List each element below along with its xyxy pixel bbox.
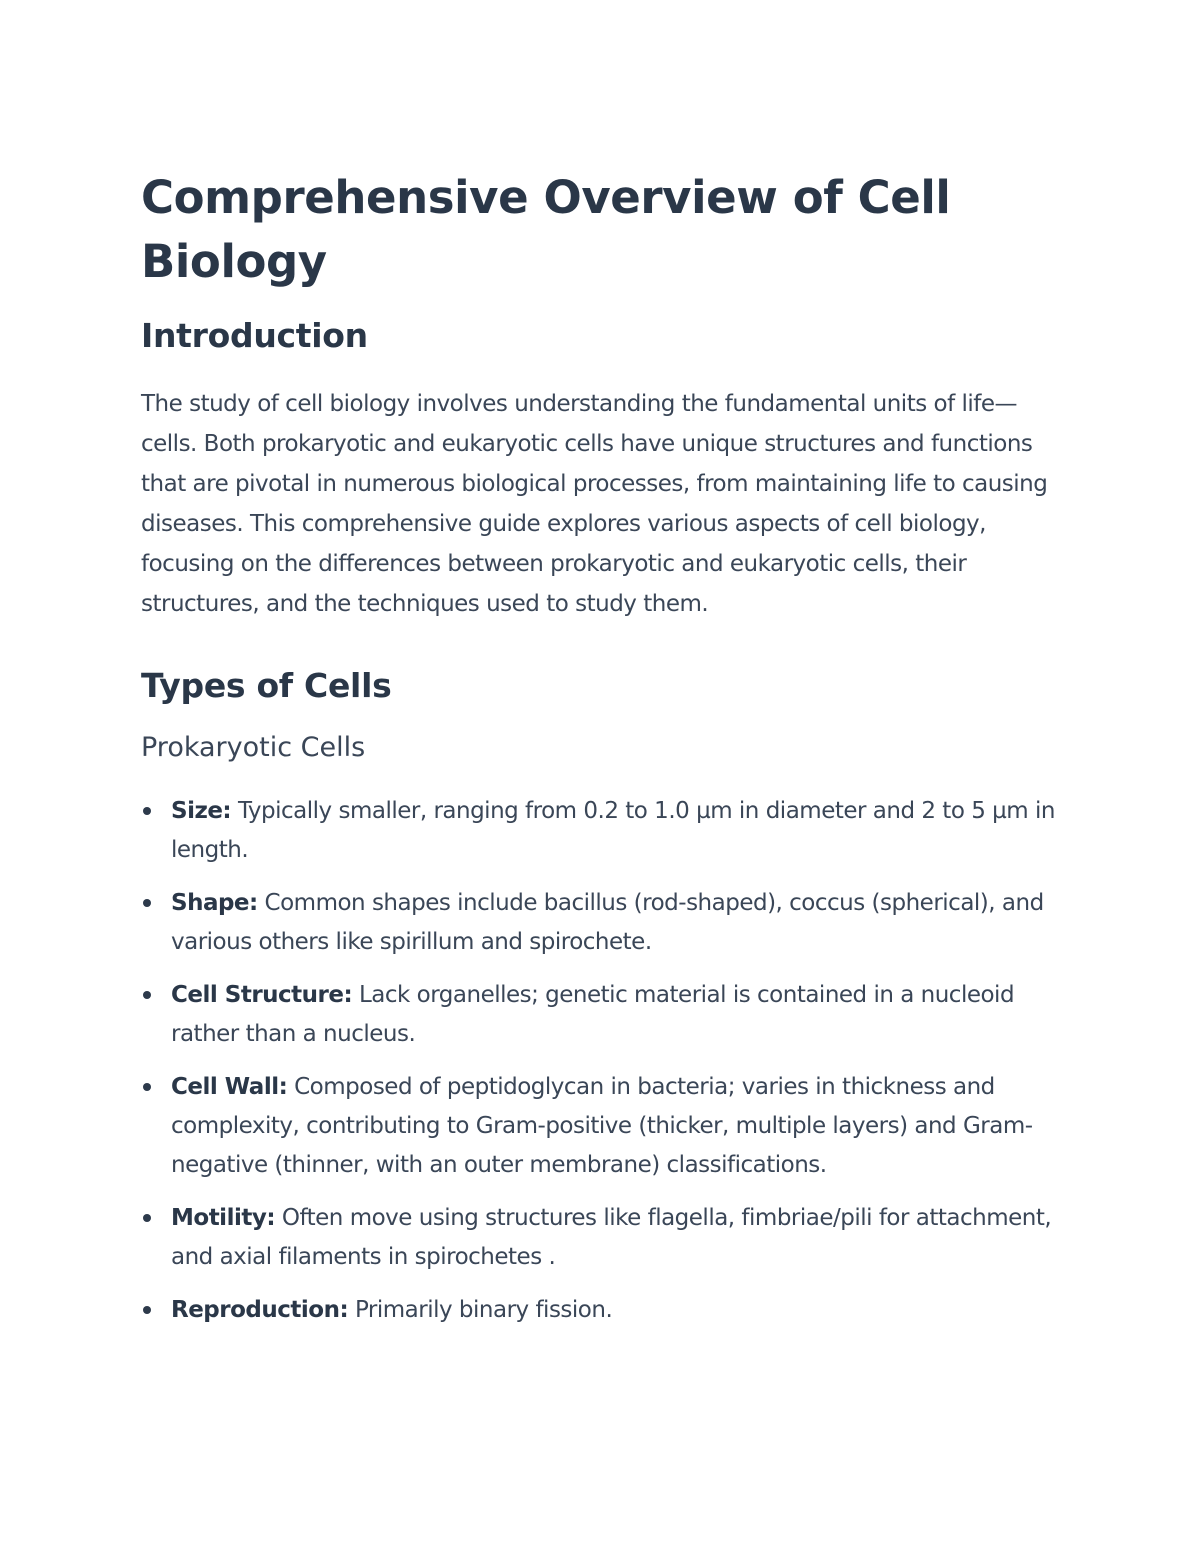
prokaryotic-feature-list	[141, 792, 1061, 1330]
list-item-term: Cell Wall:	[171, 1074, 288, 1100]
list-item-text: Typically smaller, ranging from 0.2 to 1.0 µm in diameter and 2 to 5 µm in length.	[171, 798, 1055, 863]
introduction-heading: Introduction	[141, 316, 368, 355]
list-item-text: Often move using structures like flagella, fimbriae/pili for attachment, and axial filaments in spirochetes .	[171, 1205, 1052, 1270]
list-item-text: Common shapes include bacillus (rod-shaped), coccus (spherical), and various others like spirillum and spirochete.	[171, 890, 1044, 955]
list-item-reproduction	[141, 1291, 1061, 1330]
bullet-icon	[143, 1306, 151, 1314]
document-page	[141, 166, 1061, 1344]
prokaryotic-cells-heading: Prokaryotic Cells	[141, 732, 366, 763]
bullet-icon	[143, 991, 151, 999]
list-item-cell-wall	[141, 1068, 1061, 1185]
list-item-term: Reproduction:	[171, 1297, 349, 1323]
list-item-term: Shape:	[171, 890, 258, 916]
list-item-size	[141, 792, 1061, 870]
list-item-motility	[141, 1199, 1061, 1277]
bullet-icon	[143, 899, 151, 907]
list-item-text: Lack organelles; genetic material is contained in a nucleoid rather than a nucleus.	[171, 982, 1015, 1047]
list-item-term: Cell Structure:	[171, 982, 353, 1008]
list-item-shape	[141, 884, 1061, 962]
list-item-term: Motility:	[171, 1205, 276, 1231]
bullet-icon	[143, 807, 151, 815]
bullet-icon	[143, 1083, 151, 1091]
document-title: Comprehensive Overview of Cell Biology	[141, 171, 951, 288]
introduction-paragraph: The study of cell biology involves understanding the fundamental units of life—cells. Both prokaryotic and eukaryotic cells have unique structures and functions that are pivotal in numerous biological processes, from maintaining life to causing diseases. This comprehensive guide explores various aspects of cell biology, focusing on the differences between prokaryotic and eukaryotic cells, their structures, and the techniques used to study them.	[141, 391, 1048, 617]
list-item-term: Size:	[171, 798, 232, 824]
list-item-text: Primarily binary fission.	[354, 1297, 613, 1323]
list-item-text: Composed of peptidoglycan in bacteria; varies in thickness and complexity, contributing to Gram-positive (thicker, multiple layers) and Gram-negative (thinner, with an outer membrane) classifications.	[171, 1074, 1033, 1178]
types-of-cells-heading: Types of Cells	[141, 666, 392, 705]
bullet-icon	[143, 1214, 151, 1222]
list-item-cell-structure	[141, 976, 1061, 1054]
